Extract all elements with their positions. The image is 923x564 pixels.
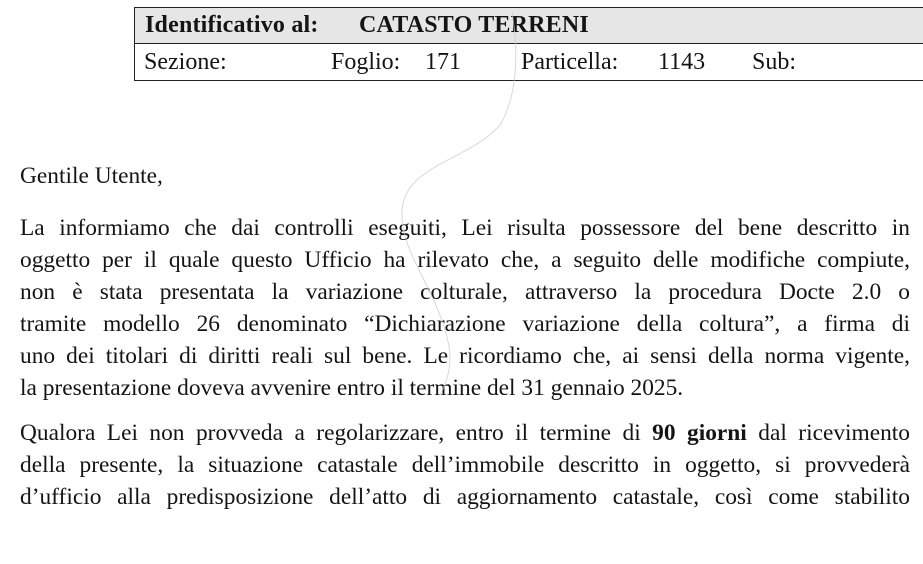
- paragraph-line: della presente, la situazione catastale dell’immobile descritto in oggetto, si provvederà: [20, 452, 910, 478]
- identification-details-cell: [135, 44, 923, 81]
- particella-label: Particella:: [521, 49, 619, 75]
- paragraph-line: [20, 417, 910, 449]
- paragraph-line: uno dei titolari di diritti reali sul bene. Le ricordiamo che, ai sensi della norma vigente,: [20, 343, 910, 369]
- paragraph-line: La informiamo che dai controlli eseguiti, Lei risulta possessore del bene descritto in: [20, 215, 910, 241]
- paragraph-notice: [20, 212, 910, 404]
- identificativo-value: CATASTO TERRENI: [359, 12, 589, 38]
- paragraph-line: la presentazione doveva avvenire entro il termine del 31 gennaio 2025.: [20, 375, 684, 401]
- paragraph-deadline: [20, 417, 910, 513]
- identification-header-cell: [135, 8, 923, 44]
- sezione-label: Sezione:: [144, 49, 227, 75]
- deadline-text-after: dal ricevimento: [746, 420, 910, 446]
- particella-value: 1143: [658, 49, 706, 75]
- identification-header-row: [135, 8, 923, 44]
- foglio-value: 171: [425, 49, 461, 75]
- deadline-days-bold: 90 giorni: [652, 420, 747, 446]
- paragraph-line: tramite modello 26 denominato “Dichiarazione variazione della coltura”, a firma di: [20, 311, 910, 337]
- sub-label: Sub:: [752, 49, 797, 75]
- identification-details-row: [135, 44, 923, 81]
- cadastral-identification-table: [134, 7, 923, 81]
- foglio-label: Foglio:: [331, 49, 401, 75]
- paragraph-line: non è stata presentata la variazione colturale, attraverso la procedura Docte 2.0 o: [20, 279, 910, 305]
- paragraph-line: d’ufficio alla predisposizione dell’atto di aggiornamento catastale, così come stabilito: [20, 484, 910, 510]
- greeting: Gentile Utente,: [20, 163, 163, 189]
- paragraph-line: oggetto per il quale questo Ufficio ha rilevato che, a seguito delle modifiche compiute,: [20, 247, 910, 273]
- letter-body: [20, 160, 910, 526]
- identificativo-label: Identificativo al:: [145, 12, 319, 38]
- deadline-text-before: Qualora Lei non provveda a regolarizzare, entro il termine di: [20, 420, 653, 446]
